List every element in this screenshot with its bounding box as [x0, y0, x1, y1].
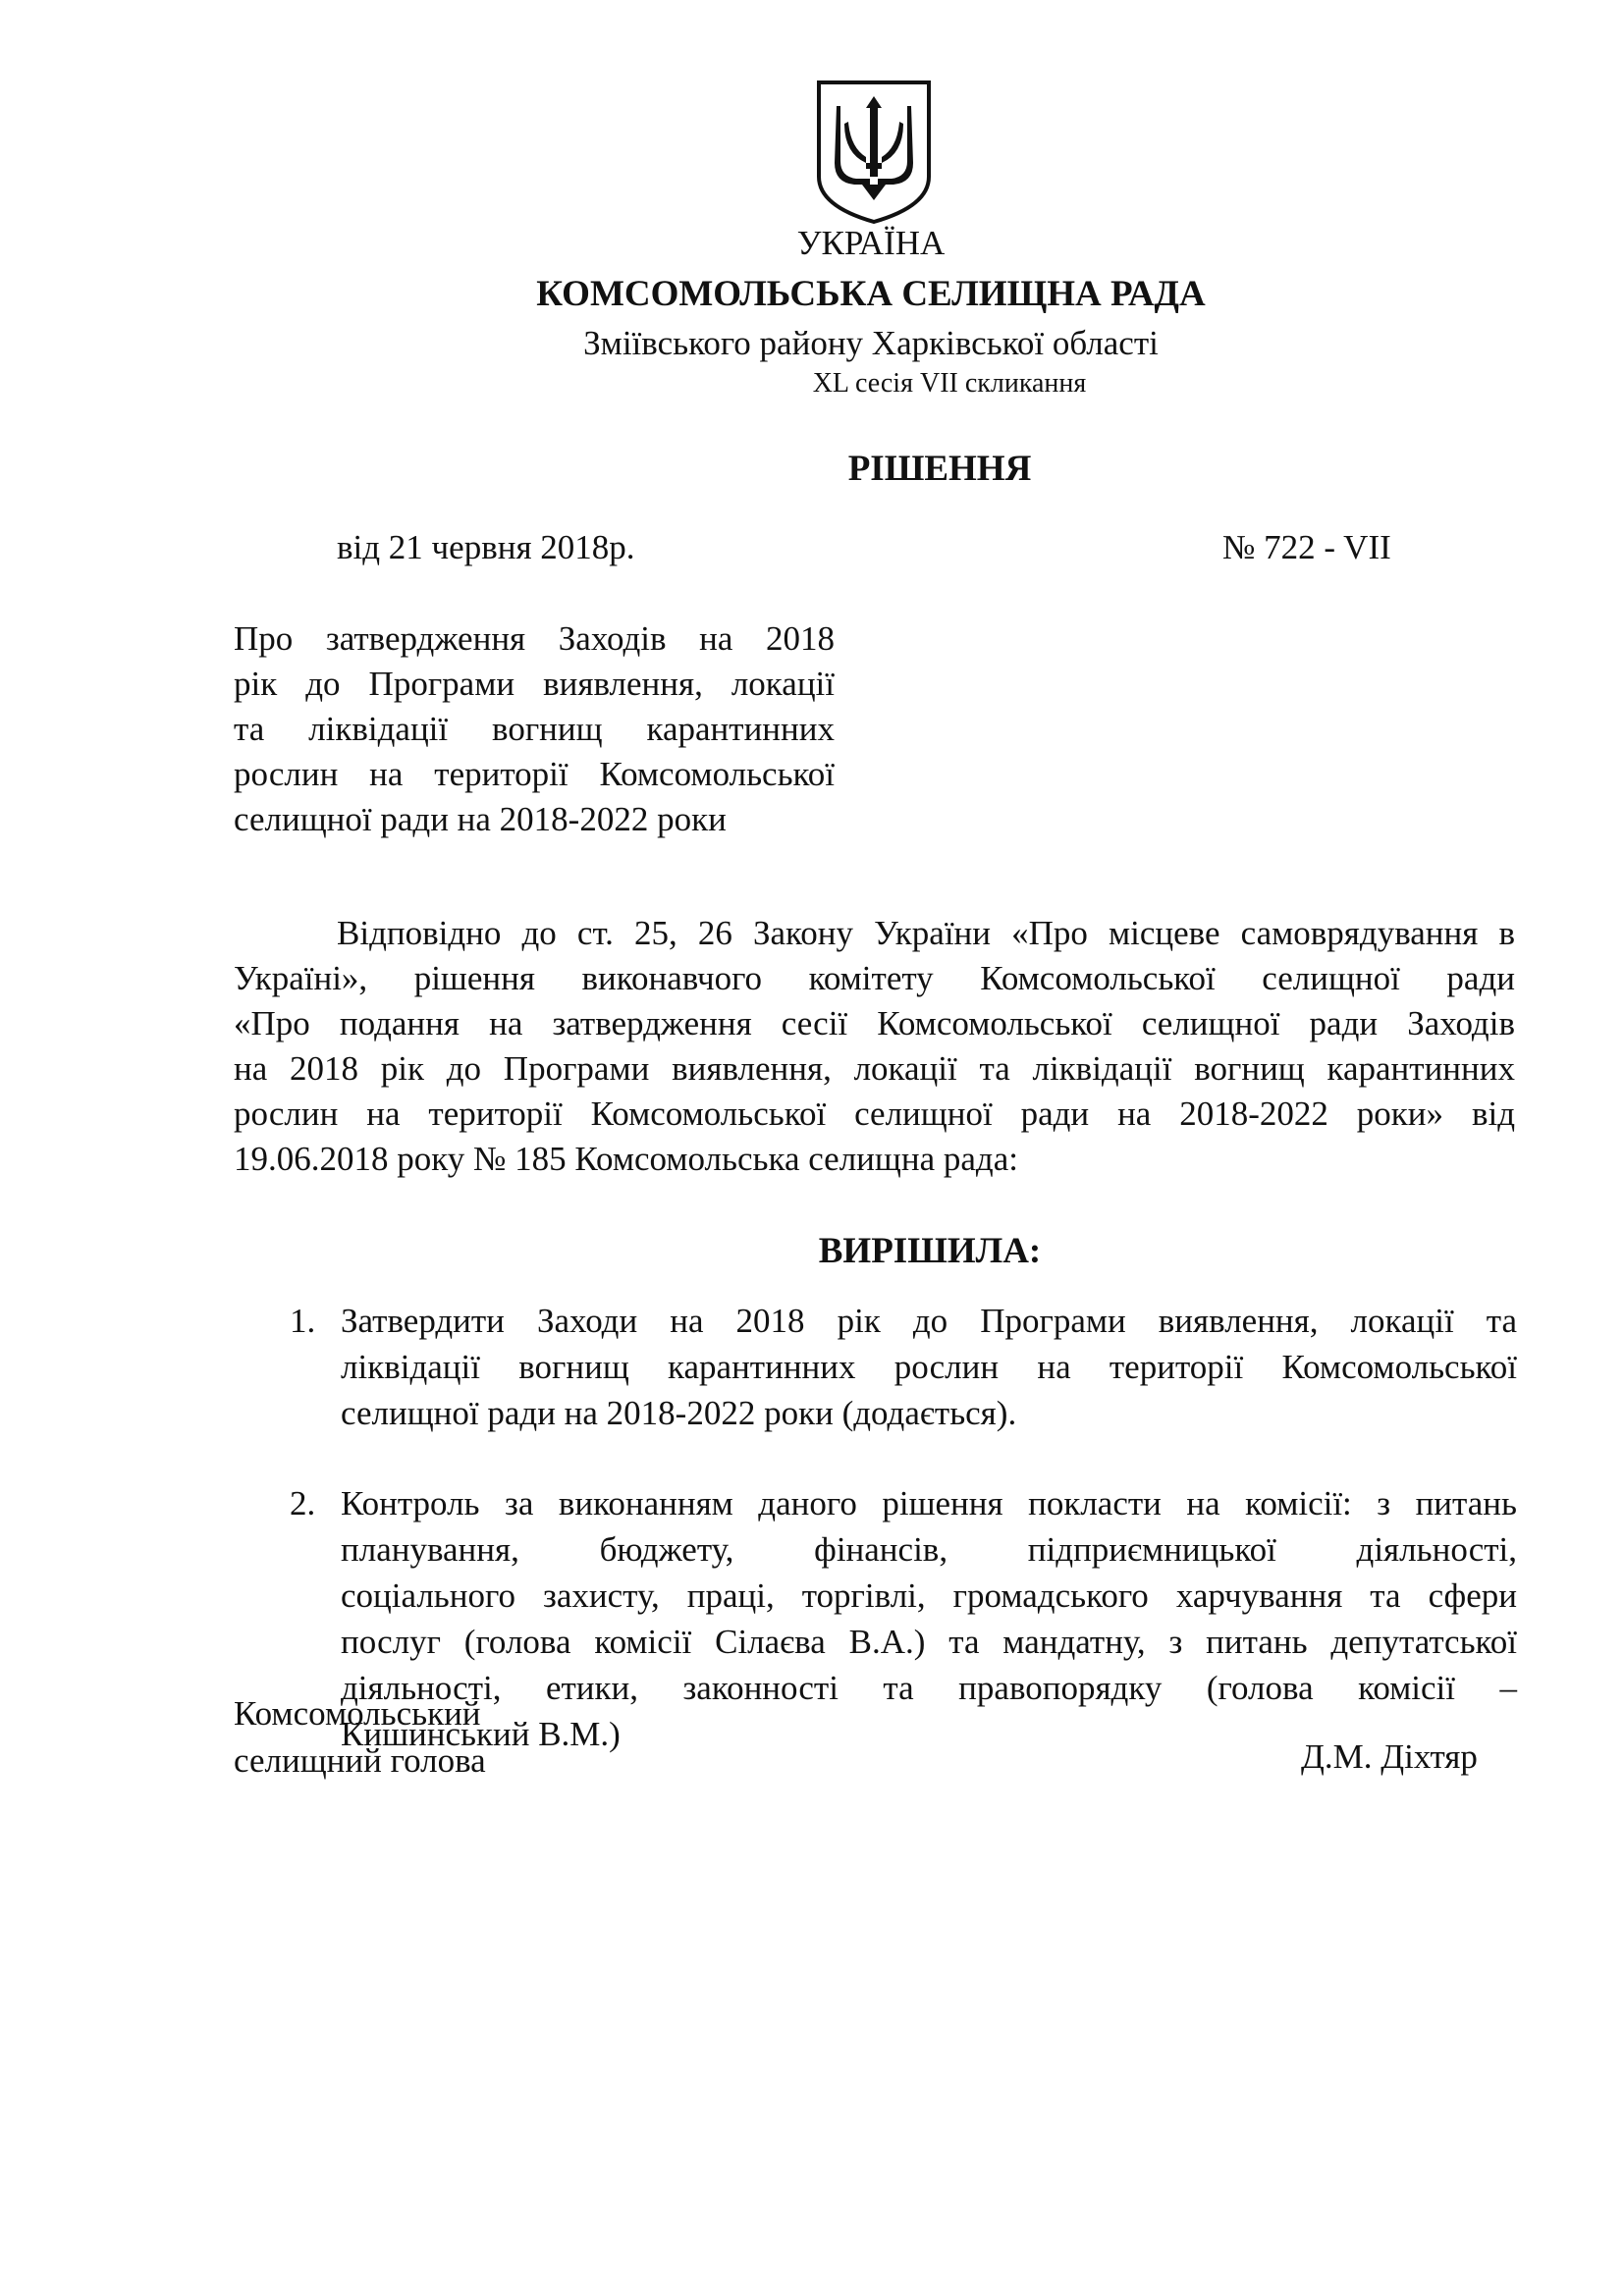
signatory-title-line: Комсомольський	[234, 1694, 481, 1733]
preamble-line: рослин на території Комсомольської селищної ради на 2018-2022 роки» від	[234, 1095, 1515, 1133]
item-line: діяльності, етики, законності та правопорядку (голова комісії –	[341, 1669, 1517, 1707]
header-council: КОМСОМОЛЬСЬКА СЕЛИЩНА РАДА	[536, 274, 1206, 314]
signatory-title	[234, 1690, 486, 1785]
preamble-line: Україні», рішення виконавчого комітету Комсомольської селищної ради	[234, 959, 1515, 997]
item-number: 1.	[290, 1302, 316, 1340]
preamble-line: 19.06.2018 року № 185 Комсомольська селищна рада:	[234, 1140, 1018, 1178]
preamble-line: Відповідно до ст. 25, 26 Закону України «Про місцеве самоврядування в	[337, 914, 1515, 952]
item-line: послуг (голова комісії Сілаєва В.А.) та мандатну, з питань депутатської	[341, 1623, 1517, 1661]
item-line: Контроль за виконанням даного рішення покласти на комісії: з питань	[341, 1484, 1517, 1522]
coat-of-arms-icon	[815, 79, 933, 226]
item-line: Затвердити Заходи на 2018 рік до Програми виявлення, локації та	[341, 1302, 1517, 1340]
decision-number: № 722 - VII	[1222, 528, 1391, 566]
decision-subject	[234, 616, 835, 842]
document-type: РІШЕННЯ	[847, 449, 1032, 489]
decision-item	[290, 1298, 1517, 1436]
subject-line: рослин на території Комсомольської	[234, 755, 835, 793]
item-text	[341, 1298, 1517, 1436]
preamble-line: на 2018 рік до Програми виявлення, локації та ліквідації вогнищ карантинних	[234, 1049, 1515, 1088]
header-session: XL сесія VII скликання	[812, 368, 1087, 399]
subject-line: рік до Програми виявлення, локації	[234, 665, 835, 703]
preamble-paragraph	[234, 911, 1515, 1182]
subject-line: та ліквідації вогнищ карантинних	[234, 710, 835, 748]
item-line: селищної ради на 2018-2022 роки (додається).	[341, 1394, 1017, 1432]
subject-line: Про затвердження Заходів на 2018	[234, 619, 835, 658]
item-number: 2.	[290, 1484, 316, 1522]
item-line: Кишинський В.М.)	[341, 1715, 621, 1753]
header-district: Зміївського району Харківської області	[583, 324, 1159, 362]
preamble-line: «Про подання на затвердження сесії Комсомольської селищної ради Заходів	[234, 1004, 1515, 1042]
decision-date: від 21 червня 2018р.	[337, 528, 635, 566]
item-line: планування, бюджету, фінансів, підприємницької діяльності,	[341, 1530, 1517, 1569]
item-line: соціального захисту, праці, торгівлі, громадського харчування та сфери	[341, 1576, 1517, 1615]
decided-heading: ВИРІШИЛА:	[818, 1231, 1042, 1271]
signatory-title-line: селищний голова	[234, 1741, 486, 1780]
header-country: УКРАЇНА	[796, 224, 946, 262]
item-line: ліквідації вогнищ карантинних рослин на території Комсомольської	[341, 1348, 1517, 1386]
subject-line: селищної ради на 2018-2022 роки	[234, 800, 727, 838]
signatory-name: Д.М. Діхтяр	[1301, 1737, 1478, 1776]
item-text	[341, 1480, 1517, 1757]
